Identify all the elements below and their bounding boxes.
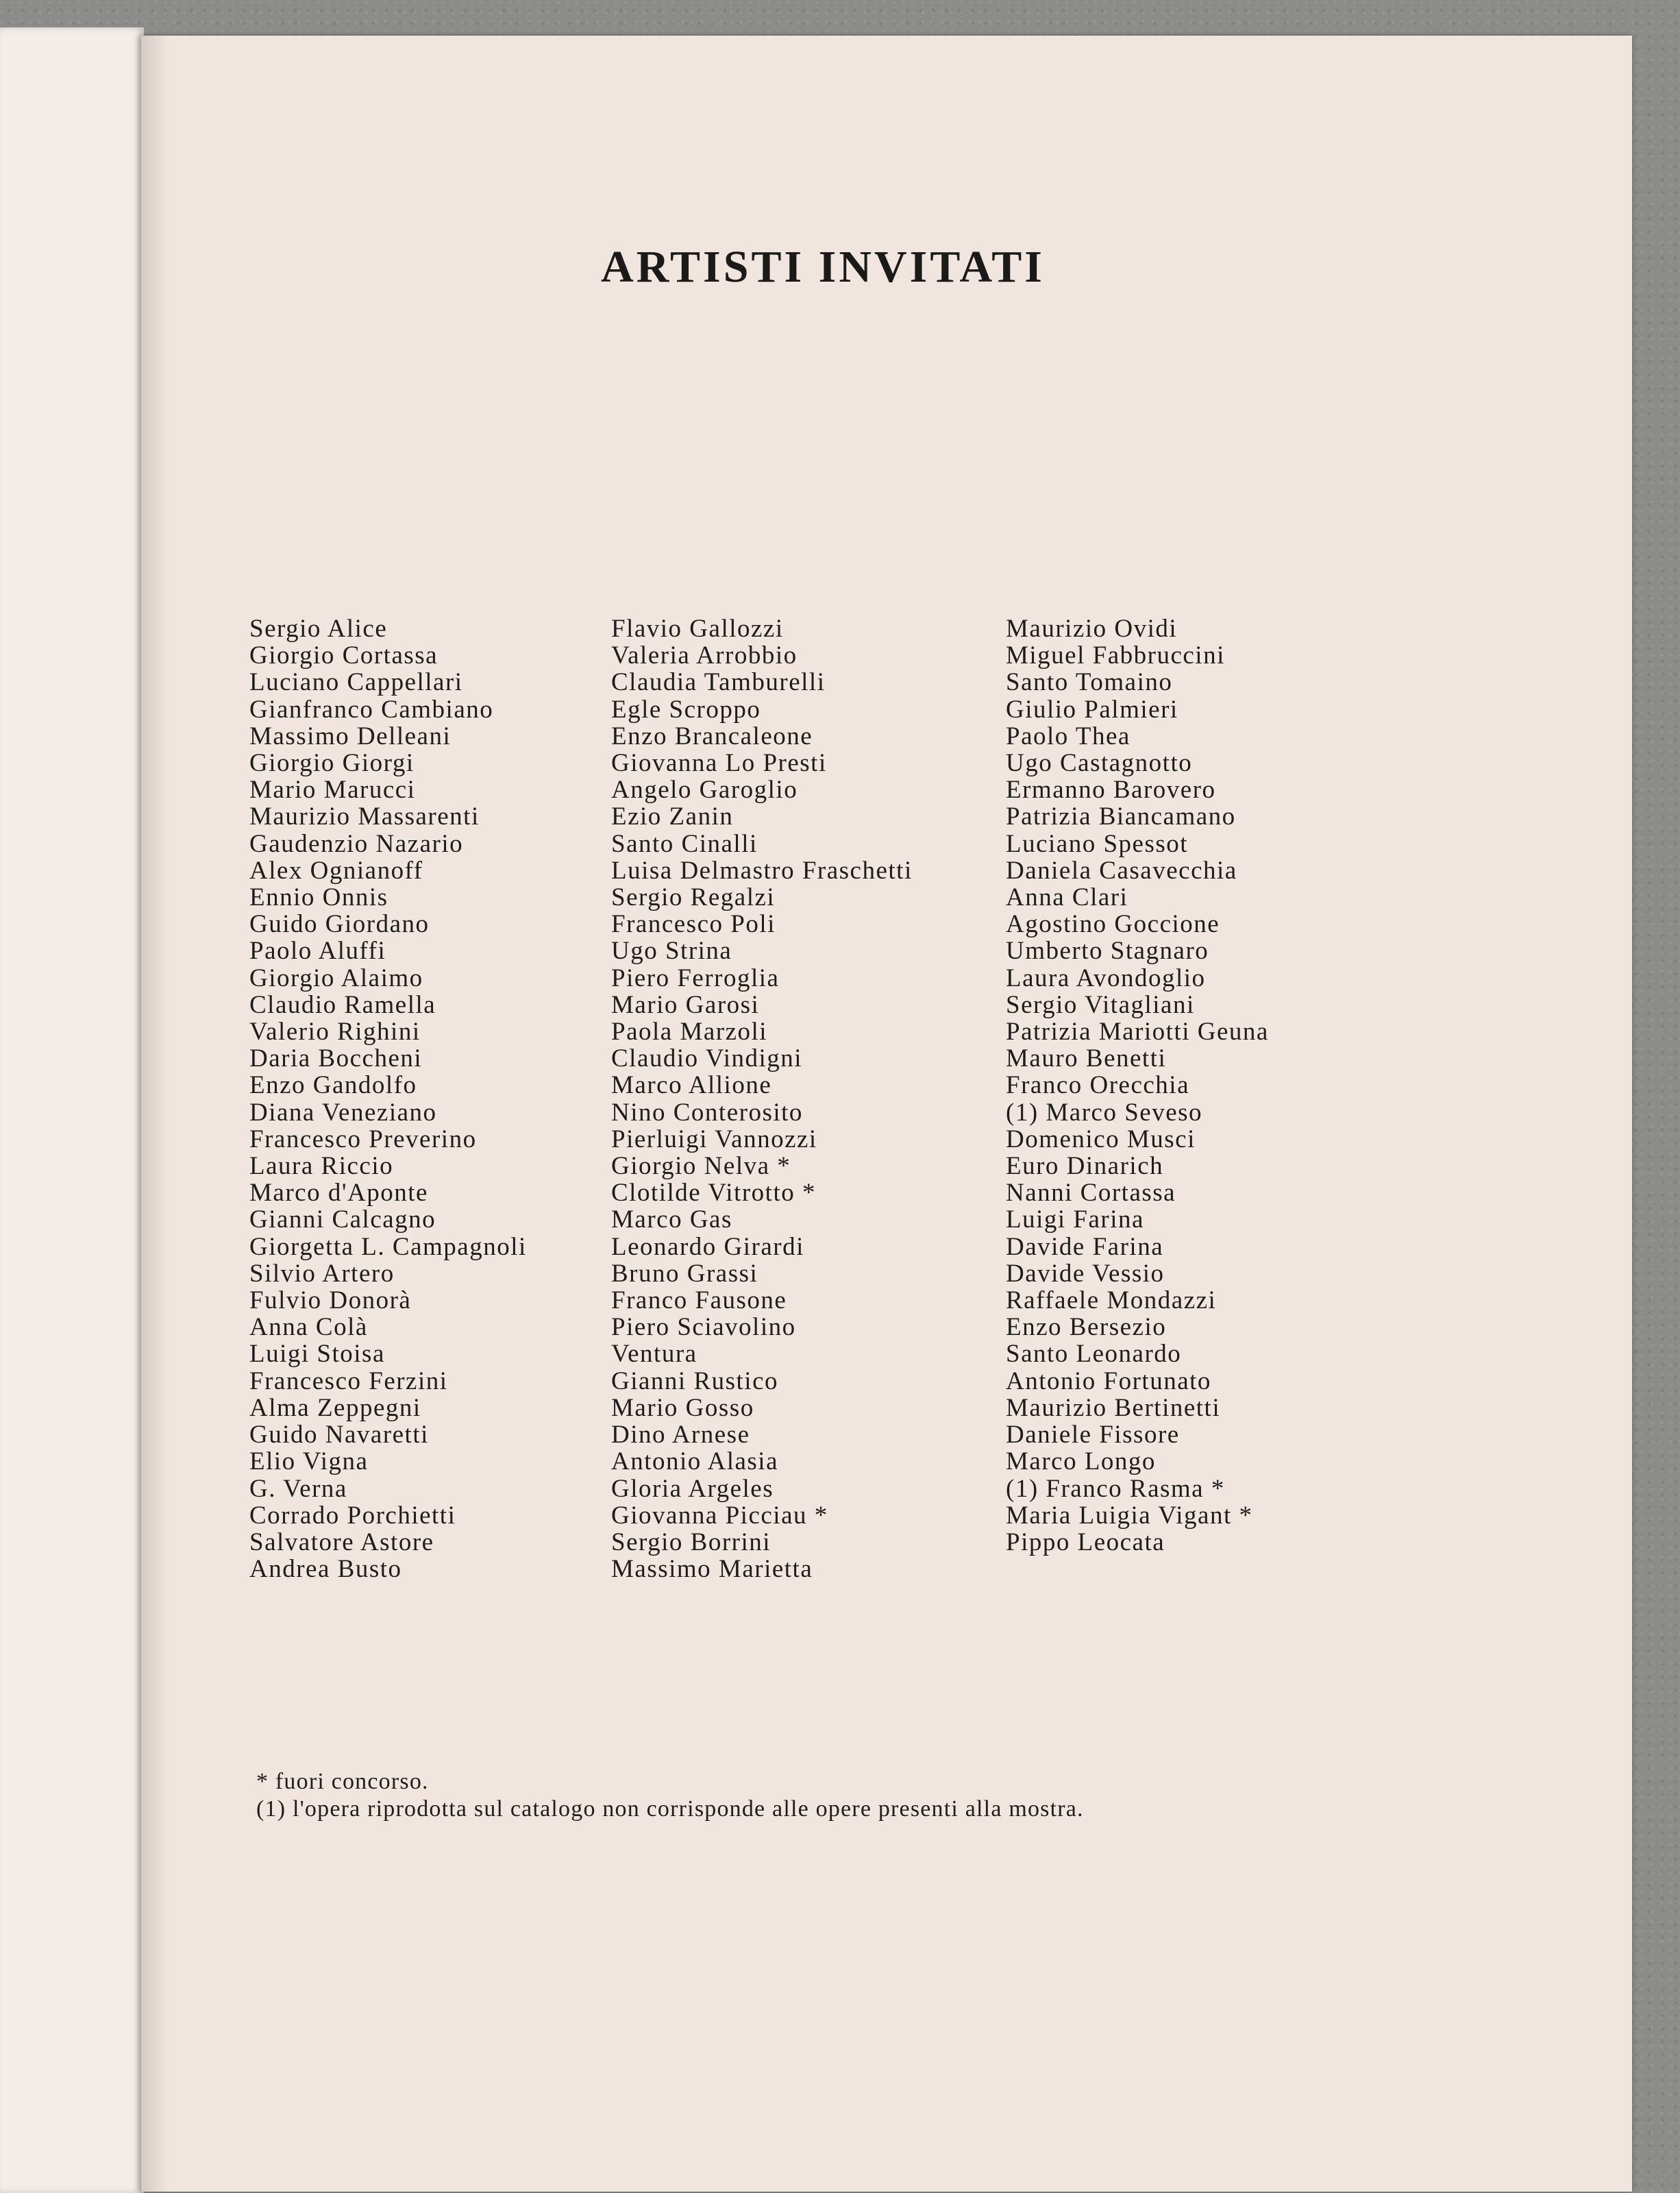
artist-name: Marco d'Aponte	[249, 1179, 428, 1208]
catalog-page	[141, 36, 1632, 2192]
artist-name: Piero Ferroglia	[611, 964, 780, 992]
artist-name: Franco Orecchia	[1006, 1071, 1190, 1100]
artist-name: Laura Riccio	[249, 1152, 394, 1181]
artist-name: Nanni Cortassa	[1006, 1179, 1176, 1208]
artist-name: Sergio Borrini	[611, 1528, 771, 1556]
artist-name: Francesco Preverino	[249, 1125, 477, 1153]
artist-name: Flavio Gallozzi	[611, 615, 784, 643]
artist-name: Marco Gas	[611, 1205, 732, 1234]
artist-name: Sergio Vitagliani	[1006, 990, 1195, 1019]
artist-name: Massimo Delleani	[249, 722, 452, 750]
artist-name: Maurizio Bertinetti	[1006, 1393, 1221, 1422]
artist-name: Gianni Rustico	[611, 1367, 779, 1395]
artist-name: Nino Conterosito	[611, 1098, 803, 1127]
artist-name: Diana Veneziano	[249, 1098, 437, 1127]
artist-name: Elio Vigna	[249, 1447, 369, 1476]
artist-name: Mauro Benetti	[1006, 1044, 1167, 1073]
artist-name: Guido Giordano	[249, 910, 430, 939]
artist-name: Mario Garosi	[611, 990, 760, 1019]
artist-name: Leonardo Girardi	[611, 1232, 804, 1261]
artist-name: Silvio Artero	[249, 1259, 395, 1288]
artist-name: Giorgio Cortassa	[249, 641, 438, 670]
artist-name: Antonio Fortunato	[1006, 1367, 1211, 1395]
artist-name: Francesco Poli	[611, 910, 776, 939]
artist-name: Mario Gosso	[611, 1393, 754, 1422]
artist-name: Mario Marucci	[249, 776, 416, 805]
artist-name: Enzo Gandolfo	[249, 1071, 417, 1100]
artist-name: Davide Vessio	[1006, 1259, 1165, 1288]
artist-name: Marco Longo	[1006, 1447, 1156, 1476]
artist-name: Luciano Spessot	[1006, 829, 1189, 858]
artist-column-1	[249, 615, 527, 1582]
artist-name: Ermanno Barovero	[1006, 776, 1216, 805]
footnote-1: (1) l'opera riprodotta sul catalogo non corrisponde alle opere presenti alla mostra.	[256, 1796, 1084, 1822]
artist-name: Giorgio Alaimo	[249, 964, 423, 992]
artist-name: Santo Tomaino	[1006, 668, 1173, 697]
artist-name: Maurizio Ovidi	[1006, 615, 1178, 643]
artist-name: Anna Colà	[249, 1313, 368, 1342]
artist-name: Sergio Alice	[249, 615, 388, 643]
artist-name: Maurizio Massarenti	[249, 803, 480, 831]
artist-name: Santo Leonardo	[1006, 1340, 1182, 1369]
artist-name: Giovanna Lo Presti	[611, 749, 827, 778]
artist-name: Marco Allione	[611, 1071, 772, 1100]
artist-name: Luciano Cappellari	[249, 668, 463, 697]
artist-name: Valerio Righini	[249, 1018, 421, 1046]
artist-name: Ugo Castagnotto	[1006, 749, 1193, 778]
facing-page-edge	[0, 27, 144, 2193]
artist-name: Corrado Porchietti	[249, 1501, 456, 1530]
artist-name: Ennio Onnis	[249, 883, 388, 912]
artist-name: Sergio Regalzi	[611, 883, 776, 912]
gutter-shadow	[141, 36, 169, 2192]
artist-name: (1) Marco Seveso	[1006, 1098, 1203, 1127]
artist-name: Massimo Marietta	[611, 1555, 813, 1584]
artist-name: Luisa Delmastro Fraschetti	[611, 856, 913, 885]
artist-name: Santo Cinalli	[611, 829, 758, 858]
artist-name: Domenico Musci	[1006, 1125, 1196, 1153]
artist-name: Daniela Casavecchia	[1006, 856, 1237, 885]
artist-name: Patrizia Mariotti Geuna	[1006, 1018, 1269, 1046]
artist-name: Enzo Bersezio	[1006, 1313, 1167, 1342]
artist-column-2	[611, 615, 913, 1582]
artist-name: Fulvio Donorà	[249, 1286, 412, 1315]
artist-name: Ventura	[611, 1340, 697, 1369]
artist-name: Ugo Strina	[611, 937, 732, 966]
artist-name: Pippo Leocata	[1006, 1528, 1165, 1556]
artist-name: Valeria Arrobbio	[611, 641, 798, 670]
artist-name: Antonio Alasia	[611, 1447, 779, 1476]
artist-name: Umberto Stagnaro	[1006, 937, 1209, 966]
artist-name: Paolo Aluffi	[249, 937, 386, 966]
artist-name: Giovanna Picciau *	[611, 1501, 828, 1530]
artist-name: Dino Arnese	[611, 1421, 750, 1449]
artist-name: Angelo Garoglio	[611, 776, 798, 805]
artist-name: Alex Ognianoff	[249, 856, 423, 885]
artist-name: Pierluigi Vannozzi	[611, 1125, 817, 1153]
artist-name: Claudio Ramella	[249, 990, 436, 1019]
artist-name: Claudio Vindigni	[611, 1044, 803, 1073]
artist-name: Raffaele Mondazzi	[1006, 1286, 1217, 1315]
artist-name: Claudia Tamburelli	[611, 668, 826, 697]
artist-name: Bruno Grassi	[611, 1259, 758, 1288]
artist-name: Paola Marzoli	[611, 1018, 768, 1046]
artist-name: Piero Sciavolino	[611, 1313, 796, 1342]
artist-name: G. Verna	[249, 1474, 347, 1503]
artist-name: Patrizia Biancamano	[1006, 803, 1236, 831]
artist-name: Luigi Stoisa	[249, 1340, 385, 1369]
artist-name: Laura Avondoglio	[1006, 964, 1206, 992]
artist-name: Giorgetta L. Campagnoli	[249, 1232, 527, 1261]
artist-name: Euro Dinarich	[1006, 1152, 1164, 1181]
artist-name: Alma Zeppegni	[249, 1393, 421, 1422]
artist-name: Gianfranco Cambiano	[249, 695, 494, 724]
footnote-asterisk: * fuori concorso.	[256, 1769, 429, 1794]
artist-column-3	[1006, 615, 1269, 1556]
artist-name: Maria Luigia Vigant *	[1006, 1501, 1253, 1530]
artist-name: Giulio Palmieri	[1006, 695, 1178, 724]
artist-name: Daria Boccheni	[249, 1044, 423, 1073]
artist-name: Daniele Fissore	[1006, 1421, 1180, 1449]
artist-name: Luigi Farina	[1006, 1205, 1144, 1234]
artist-name: Giorgio Nelva *	[611, 1152, 791, 1181]
artist-name: Salvatore Astore	[249, 1528, 434, 1556]
artist-name: Agostino Goccione	[1006, 910, 1220, 939]
page-title: ARTISTI INVITATI	[601, 242, 1045, 292]
artist-name: Ezio Zanin	[611, 803, 734, 831]
artist-name: Gloria Argeles	[611, 1474, 774, 1503]
artist-name: Giorgio Giorgi	[249, 749, 415, 778]
artist-name: Miguel Fabbruccini	[1006, 641, 1225, 670]
artist-name: Davide Farina	[1006, 1232, 1164, 1261]
artist-name: Gianni Calcagno	[249, 1205, 436, 1234]
artist-name: Franco Fausone	[611, 1286, 787, 1315]
artist-name: Enzo Brancaleone	[611, 722, 813, 750]
artist-name: Clotilde Vitrotto *	[611, 1179, 816, 1208]
artist-name: Francesco Ferzini	[249, 1367, 448, 1395]
artist-name: Anna Clari	[1006, 883, 1128, 912]
artist-name: Andrea Busto	[249, 1555, 402, 1584]
artist-name: Paolo Thea	[1006, 722, 1131, 750]
artist-name: (1) Franco Rasma *	[1006, 1474, 1225, 1503]
artist-name: Gaudenzio Nazario	[249, 829, 464, 858]
artist-name: Egle Scroppo	[611, 695, 761, 724]
footnotes	[256, 1768, 1084, 1823]
artist-name: Guido Navaretti	[249, 1421, 429, 1449]
